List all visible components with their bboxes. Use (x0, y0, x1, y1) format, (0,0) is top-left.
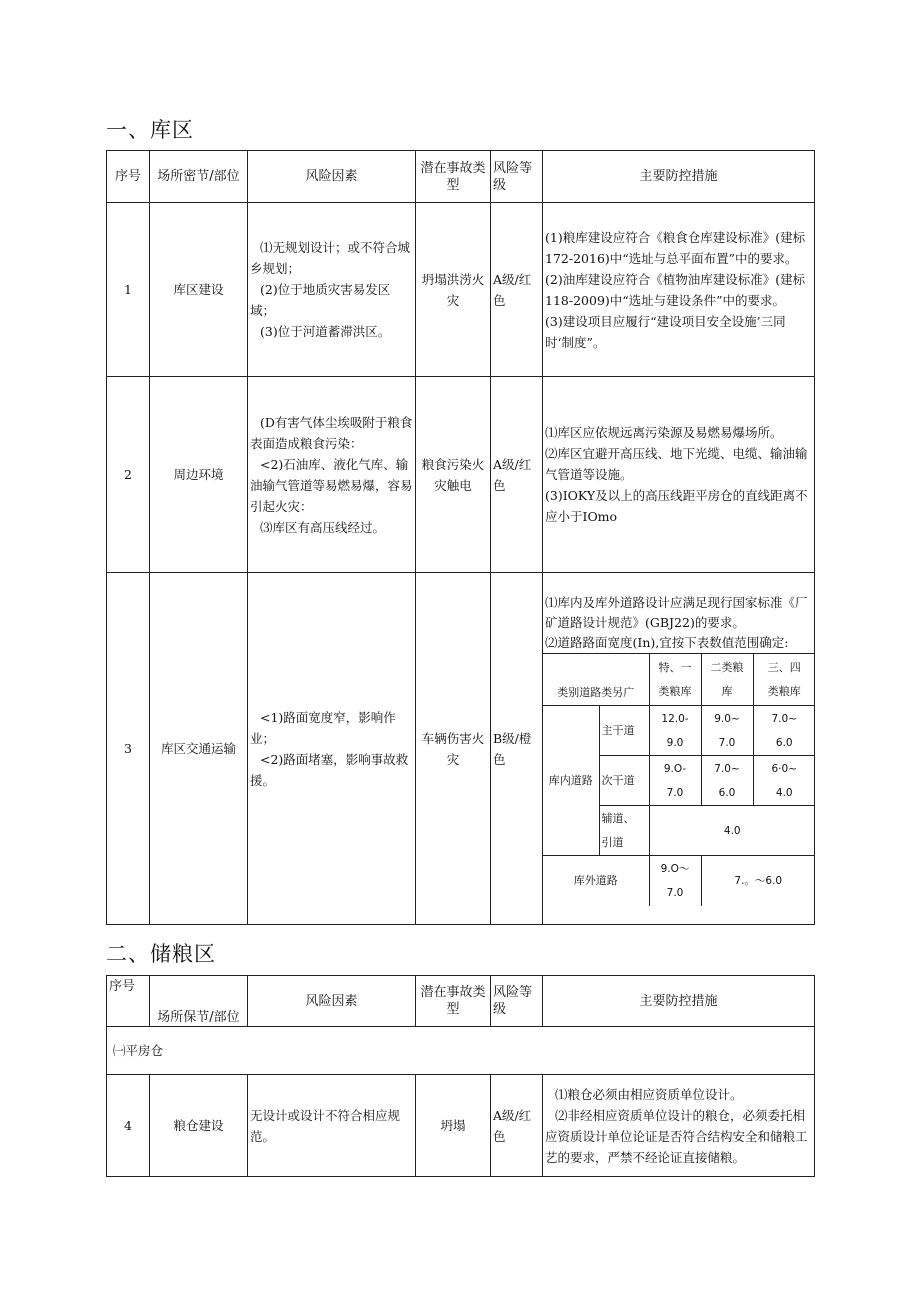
road-outside-v2: 7.。～6.0 (701, 856, 815, 906)
measure-item: ⑴库区应依规远离污染源及易燃易爆场所。 (545, 425, 783, 440)
table-header-row (107, 151, 815, 203)
row-place: 周边环境 (150, 377, 248, 573)
row-place: 库区建设 (150, 203, 248, 377)
road-inside-label: 库内道路 (543, 706, 599, 856)
row-level: A级/红色 (491, 203, 543, 377)
row-no: 3 (107, 573, 150, 925)
row-level: A级/红色 (491, 377, 543, 573)
road-secondary-v3: 6·0~ 4.0 (753, 756, 815, 806)
header-level: 风险等级 (491, 976, 543, 1027)
row-risk (248, 377, 416, 573)
road-aux-label: 辅道、 引道 (599, 806, 649, 856)
road-aux-value: 4.0 (649, 806, 815, 856)
risk-item: <2)石油库、液化气库、输油输气管道等易燃易爆，容易引起火灾： (250, 456, 413, 514)
table-row (107, 203, 815, 377)
measure-item: (3)建设项目应履行“建设项目安全设施’三同时‘制度”。 (545, 313, 786, 350)
row-place: 库区交通运输 (150, 573, 248, 925)
measure-item: (3)IOKY及以上的高压线距平房仓的直线距离不应小于IOmo (545, 488, 808, 524)
row-accident: 坍塌 (416, 1075, 491, 1177)
measure-item: (1)粮库建设应符合《粮食仓库建设标准》(建标172-2016)中“选址与总平面布置”中的要求。 (545, 229, 806, 266)
risk-item: ⑴无规划设计；或不符合城乡规划； (250, 240, 411, 276)
table-row (107, 377, 815, 573)
road-main-v1: 12.0- 9.0 (649, 706, 701, 756)
row-level: B级/橙色 (491, 573, 543, 925)
subsection-label: ㈠平房仓 (107, 1027, 815, 1075)
header-no: 序号 (107, 151, 150, 203)
road-secondary-label: 次干道 (599, 756, 649, 806)
road-secondary-v1: 9.O- 7.0 (649, 756, 701, 806)
measure-item: (2)油库建设应符合《植物油库建设标准》(建标118-2009)中“选址与建设条件”中的要求。 (545, 271, 806, 308)
header-accident: 潜在事故类型 (416, 976, 491, 1027)
road-header-grade3: 三、四 类粮库 (753, 654, 815, 706)
section-title-reservoir: 一、库区 (106, 118, 194, 142)
risk-table-storage (106, 975, 815, 1177)
risk-item: <1)路面宽度窄，影响作业； (250, 709, 396, 746)
table-row (107, 573, 815, 925)
road-main-label: 主干道 (599, 706, 649, 756)
row-risk: 无设计或设计不符合相应规范。 (248, 1075, 416, 1177)
risk-table-reservoir (106, 150, 815, 925)
table-header-row (107, 976, 815, 1027)
road-outside-v1: 9.O～ 7.0 (649, 856, 701, 906)
risk-item: (2)位于地质灾害易发区域； (250, 282, 391, 318)
row-place: 粮仓建设 (150, 1075, 248, 1177)
table-row (107, 1075, 815, 1177)
header-risk: 风险因素 (248, 151, 416, 203)
row-accident: 粮食污染火灾触电 (416, 377, 491, 573)
header-no: 序号 (107, 976, 150, 1027)
row-accident: 车辆伤害火灾 (416, 573, 491, 925)
header-level: 风险等级 (491, 151, 543, 203)
row-no: 4 (107, 1075, 150, 1177)
road-header-grade1: 特、一 类粮库 (649, 654, 701, 706)
header-place: 场所保节/部位 (150, 976, 248, 1027)
row-accident: 坍塌洪涝火灾 (416, 203, 491, 377)
road-secondary-v2: 7.0~ 6.0 (701, 756, 753, 806)
measure-item: ⑵道路路面宽度(In),宜按下表数值范围确定: (545, 635, 789, 650)
section-title-storage: 二、储粮区 (106, 942, 216, 966)
risk-item: (3)位于河道蓄滞洪区。 (260, 324, 391, 339)
row-risk (248, 573, 416, 925)
measure-item: ⑵库区宜避开高压线、地下光缆、电缆、输油输气管道等设施。 (545, 446, 808, 482)
measure-item: ⑵非经相应资质单位设计的粮仓，必须委托相应资质设计单位论证是否符合结构安全和储粮工艺的要求，严禁不经论证直接储粮。 (545, 1107, 808, 1165)
header-place: 场所密节/部位 (150, 151, 248, 203)
risk-item: (D有害气体尘埃吸附于粮食表面造成粮食污染： (250, 414, 413, 451)
measure-item: ⑴粮仓必须由相应资质单位设计。 (555, 1086, 743, 1102)
road-header-grade2: 二类粮 库 (701, 654, 753, 706)
header-measures: 主要防控措施 (543, 976, 815, 1027)
road-outside-label: 库外道路 (543, 856, 649, 906)
road-main-v3: 7.0~ 6.0 (753, 706, 815, 756)
risk-item: <2)路面堵塞，影响事故救援。 (250, 751, 409, 788)
header-measures: 主要防控措施 (543, 151, 815, 203)
row-no: 2 (107, 377, 150, 573)
row-level: A级/红色 (491, 1075, 543, 1177)
row-risk (248, 203, 416, 377)
road-header-category: 类别道路类另广 (543, 654, 649, 706)
road-main-v2: 9.0~ 7.0 (701, 706, 753, 756)
row-no: 1 (107, 203, 150, 377)
row-measures (543, 377, 815, 573)
road-width-table (543, 653, 815, 906)
row-measures (543, 203, 815, 377)
row-measures (543, 1075, 815, 1177)
measure-item: ⑴库内及库外道路设计应满足现行国家标准《厂矿道路设计规范》(GBJ22)的要求。 (545, 595, 808, 630)
risk-item: ⑶库区有高压线经过。 (260, 519, 386, 535)
subsection-row (107, 1027, 815, 1075)
header-accident: 潜在事故类型 (416, 151, 491, 203)
row-measures (543, 573, 815, 925)
header-risk: 风险因素 (248, 976, 416, 1027)
